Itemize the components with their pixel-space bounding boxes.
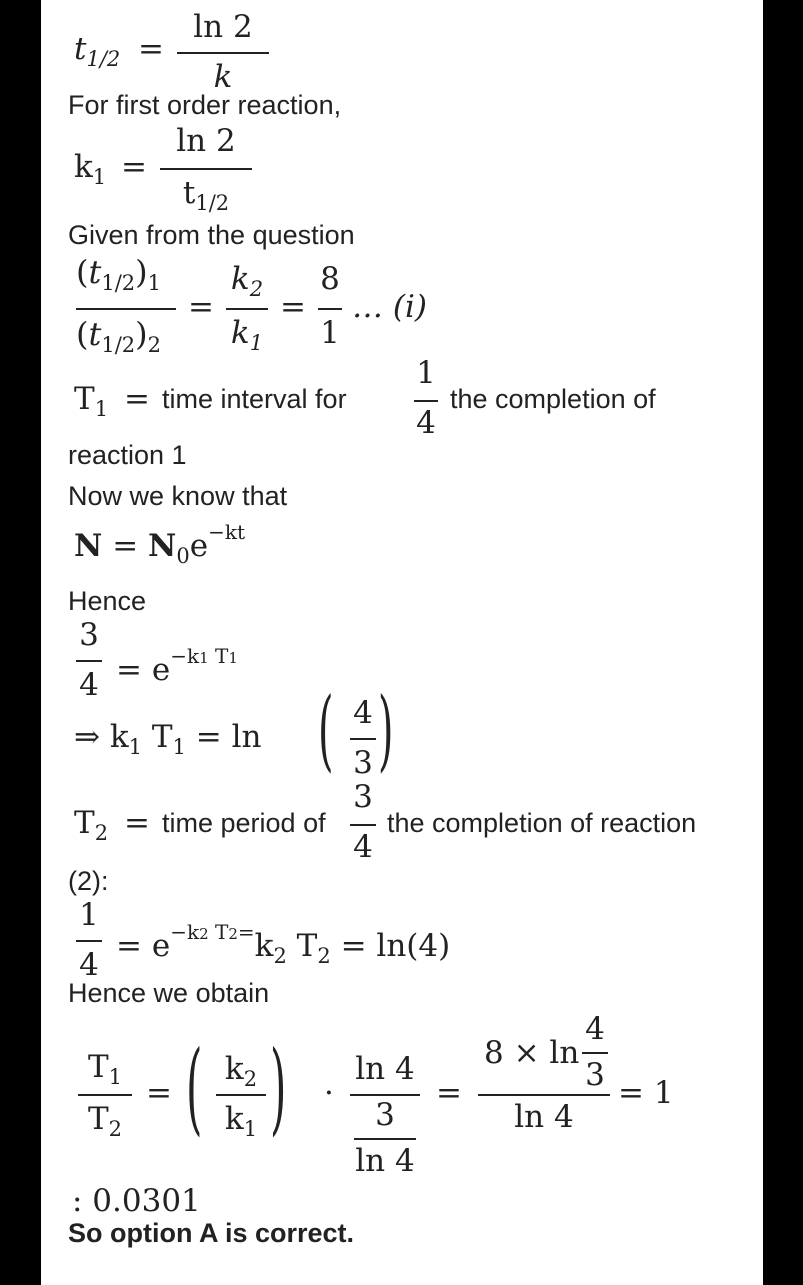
one-quarter-equation: 1 4 = $e^{-k2 T2=}k_2$ $T_2 = \ln(4)$ (74, 896, 554, 980)
half-life-equation: $t_{1/2}$ = ln 2 k (74, 10, 274, 90)
solution-page (41, 0, 763, 1285)
t1-definition-continued: reaction 1 (68, 440, 187, 470)
ratio-equation-i: $(t_{1/2})_1$ $(t_{1/2})_2$ = $k_2$ $k_1$ = 8 1 … (i) (76, 253, 427, 357)
hence-text: Hence (68, 586, 147, 616)
first-order-text: For first order reaction, (68, 90, 342, 120)
answer-value: : 0.0301 (72, 1183, 201, 1219)
t1-definition: $T_1$ = time interval for 1 4 the completion of (74, 355, 656, 441)
final-ratio-equation: $T_1$ $T_2$ = ( $k_2$ $k_1$ ) · ln 4 3 ln 4 = 8 × ln 4 3 ln 4 = 1 (74, 1010, 714, 1190)
conclusion-text: So option A is correct. (68, 1218, 355, 1248)
k1-t1-equation: ⇒ $k_1$ $T_1 = \ln$ ( 4 3 ) (74, 678, 394, 781)
rate-constant-equation: $k_1$ = ln 2 $t_{1/2}$ (74, 124, 274, 214)
t2-definition: $T_2$ = time period of 3 4 the completion of reaction (74, 779, 697, 865)
now-know-text: Now we know that (68, 481, 288, 511)
t2-definition-continued: (2): (68, 866, 109, 896)
given-text: Given from the question (68, 220, 355, 250)
hence-obtain-text: Hence we obtain (68, 978, 270, 1008)
three-quarter-equation: 3 4 = $e^{-k1 T1}$ (74, 616, 334, 702)
decay-law-equation: $N = N_0e^{-kt}$ (74, 520, 246, 568)
